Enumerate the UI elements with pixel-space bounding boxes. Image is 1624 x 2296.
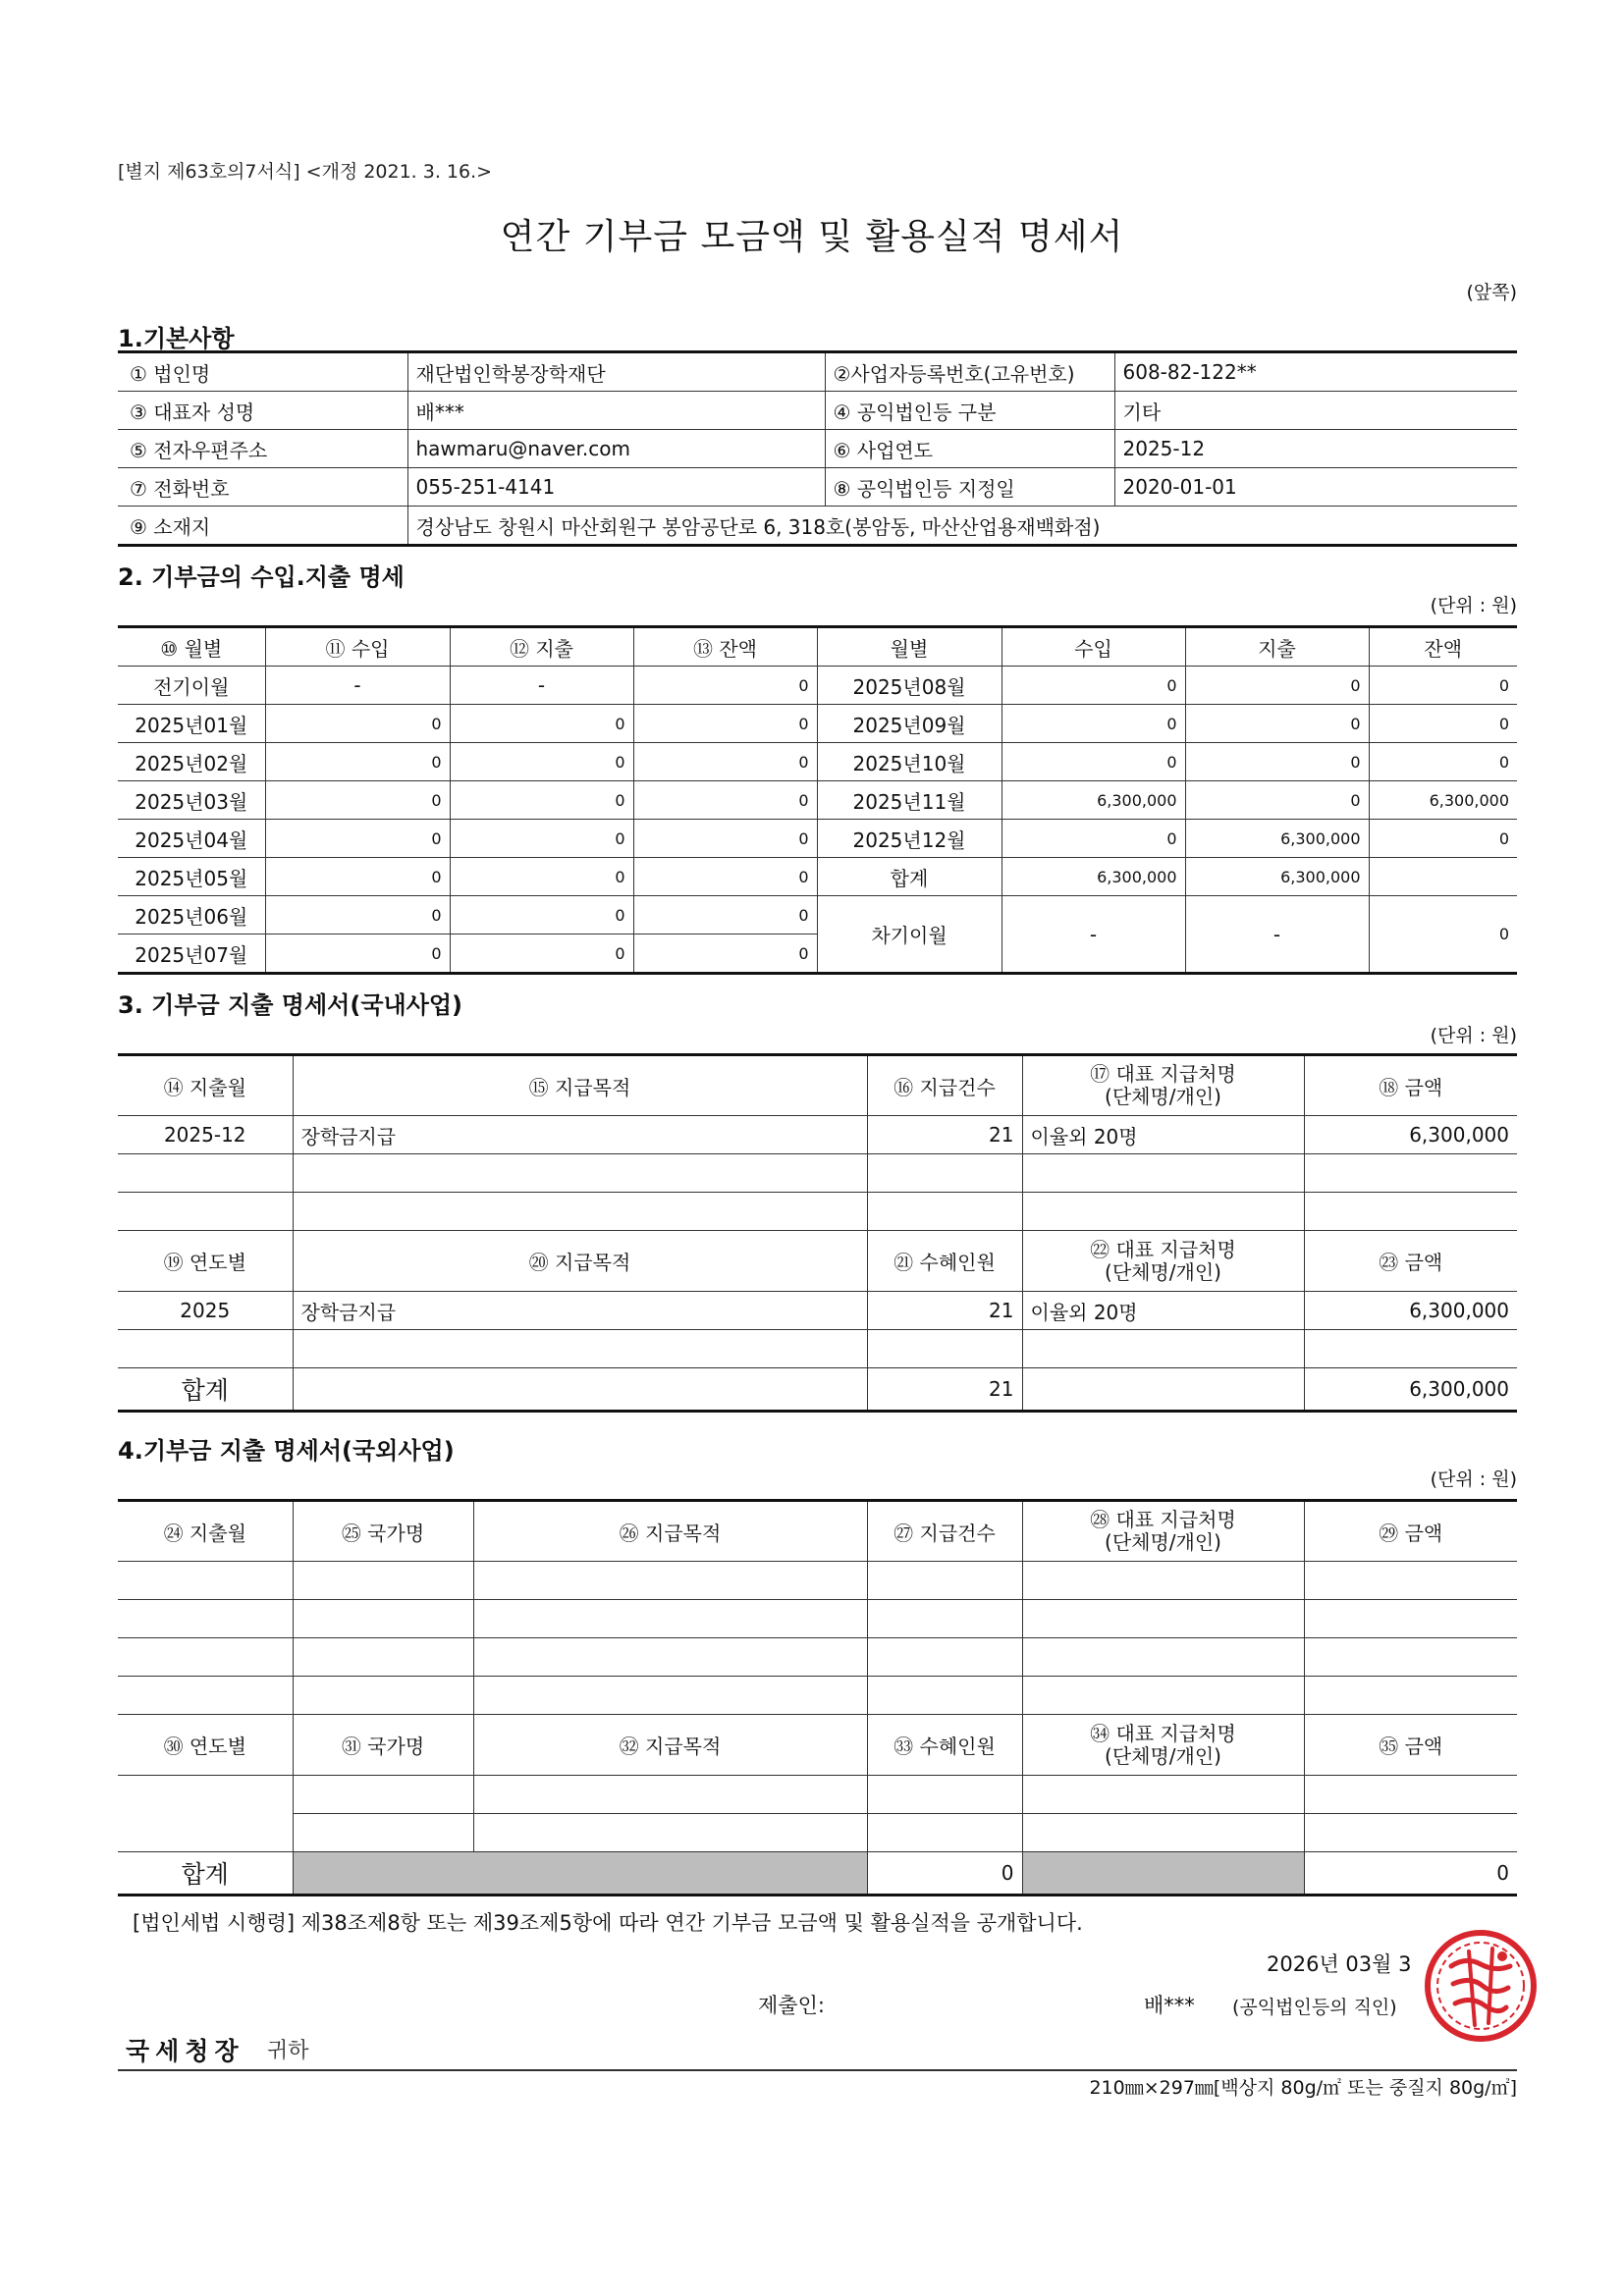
empty-cell <box>293 1154 867 1193</box>
empty-cell <box>867 1330 1022 1368</box>
carry-forward-balance: 0 <box>1369 896 1517 974</box>
total-label: 합계 <box>118 1368 293 1412</box>
expense-cell: 0 <box>450 705 633 743</box>
empty-cell <box>867 1776 1022 1814</box>
income-cell: 0 <box>1001 820 1185 858</box>
empty-cell <box>473 1638 867 1677</box>
label-email: ⑤ 전자우편주소 <box>118 430 407 468</box>
section4-title: 4.기부금 지출 명세서(국외사업) <box>118 1437 455 1465</box>
empty-cell <box>118 1330 293 1368</box>
month-cell: 2025년11월 <box>817 781 1001 820</box>
col-count: ⑯ 지급건수 <box>867 1055 1022 1116</box>
expense-cell: 0 <box>450 934 633 974</box>
month-cell: 2025년10월 <box>817 743 1001 781</box>
total-income: 6,300,000 <box>1001 858 1185 896</box>
empty-cell <box>1022 1638 1304 1677</box>
year-cell: 2025 <box>118 1292 293 1330</box>
balance-cell: 0 <box>633 934 817 974</box>
empty-cell <box>473 1814 867 1852</box>
purpose-cell: 장학금지급 <box>293 1292 867 1330</box>
col-beneficiaries: ㉑ 수혜인원 <box>867 1231 1022 1292</box>
empty-cell <box>118 1193 293 1231</box>
empty-cell <box>1022 1330 1304 1368</box>
balance-cell: 0 <box>633 820 817 858</box>
empty-cell <box>867 1154 1022 1193</box>
empty-cell <box>293 1368 867 1412</box>
empty-cell <box>473 1562 867 1600</box>
expense-cell: 0 <box>450 896 633 934</box>
carry-forward-income: - <box>1001 896 1185 974</box>
col-recipient: ⑰ 대표 지급처명 (단체명/개인) <box>1022 1055 1304 1116</box>
submitter-label: 제출인: <box>758 1994 825 2017</box>
section3-unit: (단위 : 원) <box>1430 1025 1517 1046</box>
empty-cell <box>867 1600 1022 1638</box>
month-cell: 2025년01월 <box>118 705 265 743</box>
empty-cell <box>293 1600 473 1638</box>
col-income: ⑪ 수입 <box>265 627 450 667</box>
empty-cell <box>1304 1776 1517 1814</box>
empty-cell <box>1022 1368 1304 1412</box>
balance-cell: 0 <box>633 896 817 934</box>
expense-cell: 6,300,000 <box>1185 820 1369 858</box>
month-cell: 2025년02월 <box>118 743 265 781</box>
domestic-expense-table <box>118 1053 1517 1413</box>
month-cell: 2025년12월 <box>817 820 1001 858</box>
empty-cell <box>867 1814 1022 1852</box>
income-cell: 6,300,000 <box>1001 781 1185 820</box>
balance-cell: 0 <box>633 781 817 820</box>
submitter-role: (공익법인등의 직인) <box>1232 1997 1397 2018</box>
income-expense-table <box>118 625 1517 975</box>
balance-cell: 0 <box>633 858 817 896</box>
balance-cell: 0 <box>1369 667 1517 705</box>
empty-cell <box>293 1562 473 1600</box>
expense-month-cell: 2025-12 <box>118 1116 293 1154</box>
col-expense-month: ⑭ 지출월 <box>118 1055 293 1116</box>
label-reg-number: ②사업자등록번호(고유번호) <box>825 352 1114 392</box>
income-cell: 0 <box>265 781 450 820</box>
empty-cell <box>293 1776 473 1814</box>
label-rep-name: ③ 대표자 성명 <box>118 392 407 430</box>
col-year: ㉚ 연도별 <box>118 1715 293 1776</box>
empty-cell <box>1304 1330 1517 1368</box>
shaded-cell <box>1022 1852 1304 1896</box>
empty-cell <box>1022 1776 1304 1814</box>
empty-cell <box>867 1193 1022 1231</box>
recipient-cell: 이율외 20명 <box>1022 1292 1304 1330</box>
col-amount-2: ㉓ 금액 <box>1304 1231 1517 1292</box>
month-cell: 전기이월 <box>118 667 265 705</box>
label-fiscal-year: ⑥ 사업연도 <box>825 430 1114 468</box>
month-cell: 2025년07월 <box>118 934 265 974</box>
col-purpose: ⑮ 지급목적 <box>293 1055 867 1116</box>
form-code: [별지 제63호의7서식] <개정 2021. 3. 16.> <box>118 161 493 183</box>
empty-cell <box>293 1677 473 1715</box>
label-designation-date: ⑧ 공익법인등 지정일 <box>825 468 1114 507</box>
value-rep-name: 배*** <box>407 392 825 430</box>
section1-title: 1.기본사항 <box>118 325 235 352</box>
empty-cell <box>867 1638 1022 1677</box>
month-cell: 2025년09월 <box>817 705 1001 743</box>
empty-cell <box>473 1776 867 1814</box>
empty-cell <box>293 1330 867 1368</box>
total-label: 합계 <box>817 858 1001 896</box>
balance-cell: 6,300,000 <box>1369 781 1517 820</box>
value-email: hawmaru@naver.com <box>407 430 825 468</box>
col-amount: ㉙ 금액 <box>1304 1501 1517 1562</box>
section2-title: 2. 기부금의 수입.지출 명세 <box>118 563 405 591</box>
recipient-suffix: 귀하 <box>267 2039 309 2063</box>
income-cell: 0 <box>265 705 450 743</box>
expense-cell: 0 <box>450 781 633 820</box>
empty-cell <box>1304 1600 1517 1638</box>
col-income-2: 수입 <box>1001 627 1185 667</box>
col-country: ㉕ 국가명 <box>293 1501 473 1562</box>
empty-cell <box>293 1814 473 1852</box>
col-month-2: 월별 <box>817 627 1001 667</box>
empty-cell <box>473 1677 867 1715</box>
col-purpose: ㉖ 지급목적 <box>473 1501 867 1562</box>
empty-cell <box>1304 1193 1517 1231</box>
disclosure-statement: [법인세법 시행령] 제38조제8항 또는 제39조제5항에 따라 연간 기부금 모금액 및 활용실적을 공개합니다. <box>133 1911 1083 1935</box>
empty-cell <box>473 1600 867 1638</box>
carry-forward-label: 차기이월 <box>817 896 1001 974</box>
footer-rule <box>118 2069 1517 2071</box>
empty-cell <box>1022 1600 1304 1638</box>
recipient-cell: 이율외 20명 <box>1022 1116 1304 1154</box>
balance-cell: 0 <box>633 743 817 781</box>
empty-cell <box>1304 1677 1517 1715</box>
value-reg-number: 608-82-122** <box>1114 352 1517 392</box>
col-amount-2: ㉟ 금액 <box>1304 1715 1517 1776</box>
basic-info-table <box>118 350 1517 547</box>
value-address: 경상남도 창원시 마산회원구 봉암공단로 6, 318호(봉암동, 마산산업용재백화점) <box>407 507 1517 546</box>
expense-cell: 0 <box>1185 743 1369 781</box>
empty-cell <box>118 1677 293 1715</box>
overseas-expense-table <box>118 1499 1517 1896</box>
label-address: ⑨ 소재지 <box>118 507 407 546</box>
total-count: 21 <box>867 1368 1022 1412</box>
col-balance-2: 잔액 <box>1369 627 1517 667</box>
count-cell: 21 <box>867 1116 1022 1154</box>
value-fiscal-year: 2025-12 <box>1114 430 1517 468</box>
balance-cell: 0 <box>633 667 817 705</box>
col-beneficiaries: ㉝ 수혜인원 <box>867 1715 1022 1776</box>
month-cell: 2025년06월 <box>118 896 265 934</box>
expense-cell: 0 <box>450 820 633 858</box>
empty-cell <box>1022 1193 1304 1231</box>
col-purpose-2: ⑳ 지급목적 <box>293 1231 867 1292</box>
expense-cell: 0 <box>1185 705 1369 743</box>
label-corp-name: ① 법인명 <box>118 352 407 392</box>
paper-size: 210㎜×297㎜[백상지 80g/㎡ 또는 중질지 80g/㎡] <box>1089 2077 1517 2099</box>
col-recipient: ㉘ 대표 지급처명 (단체명/개인) <box>1022 1501 1304 1562</box>
amount-cell: 6,300,000 <box>1304 1116 1517 1154</box>
total-balance <box>1369 858 1517 896</box>
col-count: ㉗ 지급건수 <box>867 1501 1022 1562</box>
balance-cell: 0 <box>1369 705 1517 743</box>
total-count: 0 <box>867 1852 1022 1896</box>
beneficiaries-cell: 21 <box>867 1292 1022 1330</box>
col-recipient-2: ㉒ 대표 지급처명 (단체명/개인) <box>1022 1231 1304 1292</box>
income-cell: 0 <box>265 934 450 974</box>
value-designation-date: 2020-01-01 <box>1114 468 1517 507</box>
total-amount: 0 <box>1304 1852 1517 1896</box>
submitter-name: 배*** <box>1144 1994 1195 2017</box>
balance-cell: 0 <box>1369 743 1517 781</box>
month-cell: 2025년04월 <box>118 820 265 858</box>
label-corp-type: ④ 공익법인등 구분 <box>825 392 1114 430</box>
empty-cell <box>118 1154 293 1193</box>
official-seal-icon <box>1422 1927 1540 2045</box>
total-amount: 6,300,000 <box>1304 1368 1517 1412</box>
section4-unit: (단위 : 원) <box>1430 1468 1517 1490</box>
col-expense-2: 지출 <box>1185 627 1369 667</box>
section3-title: 3. 기부금 지출 명세서(국내사업) <box>118 991 463 1019</box>
col-expense: ⑫ 지출 <box>450 627 633 667</box>
col-month: ⑩ 월별 <box>118 627 265 667</box>
empty-cell <box>293 1638 473 1677</box>
empty-cell <box>118 1562 293 1600</box>
empty-cell <box>1022 1677 1304 1715</box>
page-title: 연간 기부금 모금액 및 활용실적 명세서 <box>500 217 1124 257</box>
empty-cell <box>118 1600 293 1638</box>
month-cell: 2025년05월 <box>118 858 265 896</box>
income-cell: - <box>265 667 450 705</box>
expense-cell: 0 <box>1185 781 1369 820</box>
income-cell: 0 <box>265 820 450 858</box>
section2-unit: (단위 : 원) <box>1430 595 1517 616</box>
total-label: 합계 <box>118 1852 293 1896</box>
month-cell: 2025년08월 <box>817 667 1001 705</box>
col-purpose-2: ㉜ 지급목적 <box>473 1715 867 1776</box>
income-cell: 0 <box>265 858 450 896</box>
empty-cell <box>1304 1814 1517 1852</box>
col-amount: ⑱ 금액 <box>1304 1055 1517 1116</box>
income-cell: 0 <box>265 743 450 781</box>
recipient-title: 국세청장 <box>126 2037 244 2065</box>
total-expense: 6,300,000 <box>1185 858 1369 896</box>
submission-date: 2026년 03월 3 <box>1267 1952 1412 1976</box>
empty-cell <box>1022 1154 1304 1193</box>
col-country-2: ㉛ 국가명 <box>293 1715 473 1776</box>
empty-cell <box>118 1638 293 1677</box>
col-expense-month: ㉔ 지출월 <box>118 1501 293 1562</box>
expense-cell: 0 <box>450 743 633 781</box>
income-cell: 0 <box>265 896 450 934</box>
empty-cell <box>1304 1562 1517 1600</box>
expense-cell: 0 <box>1185 667 1369 705</box>
empty-cell <box>1022 1562 1304 1600</box>
balance-cell: 0 <box>1369 820 1517 858</box>
expense-cell: 0 <box>450 858 633 896</box>
shaded-cell <box>293 1852 867 1896</box>
balance-cell: 0 <box>633 705 817 743</box>
amount-cell: 6,300,000 <box>1304 1292 1517 1330</box>
col-balance: ⑬ 잔액 <box>633 627 817 667</box>
col-recipient-2: ㉞ 대표 지급처명 (단체명/개인) <box>1022 1715 1304 1776</box>
empty-cell <box>1304 1638 1517 1677</box>
value-corp-type: 기타 <box>1114 392 1517 430</box>
empty-cell <box>118 1776 293 1852</box>
income-cell: 0 <box>1001 667 1185 705</box>
label-phone: ⑦ 전화번호 <box>118 468 407 507</box>
month-cell: 2025년03월 <box>118 781 265 820</box>
income-cell: 0 <box>1001 705 1185 743</box>
value-phone: 055-251-4141 <box>407 468 825 507</box>
carry-forward-expense: - <box>1185 896 1369 974</box>
empty-cell <box>867 1562 1022 1600</box>
empty-cell <box>1304 1154 1517 1193</box>
empty-cell <box>867 1677 1022 1715</box>
value-corp-name: 재단법인학봉장학재단 <box>407 352 825 392</box>
empty-cell <box>293 1193 867 1231</box>
empty-cell <box>1022 1814 1304 1852</box>
expense-cell: - <box>450 667 633 705</box>
col-year: ⑲ 연도별 <box>118 1231 293 1292</box>
purpose-cell: 장학금지급 <box>293 1116 867 1154</box>
income-cell: 0 <box>1001 743 1185 781</box>
front-label: (앞쪽) <box>1466 282 1517 303</box>
